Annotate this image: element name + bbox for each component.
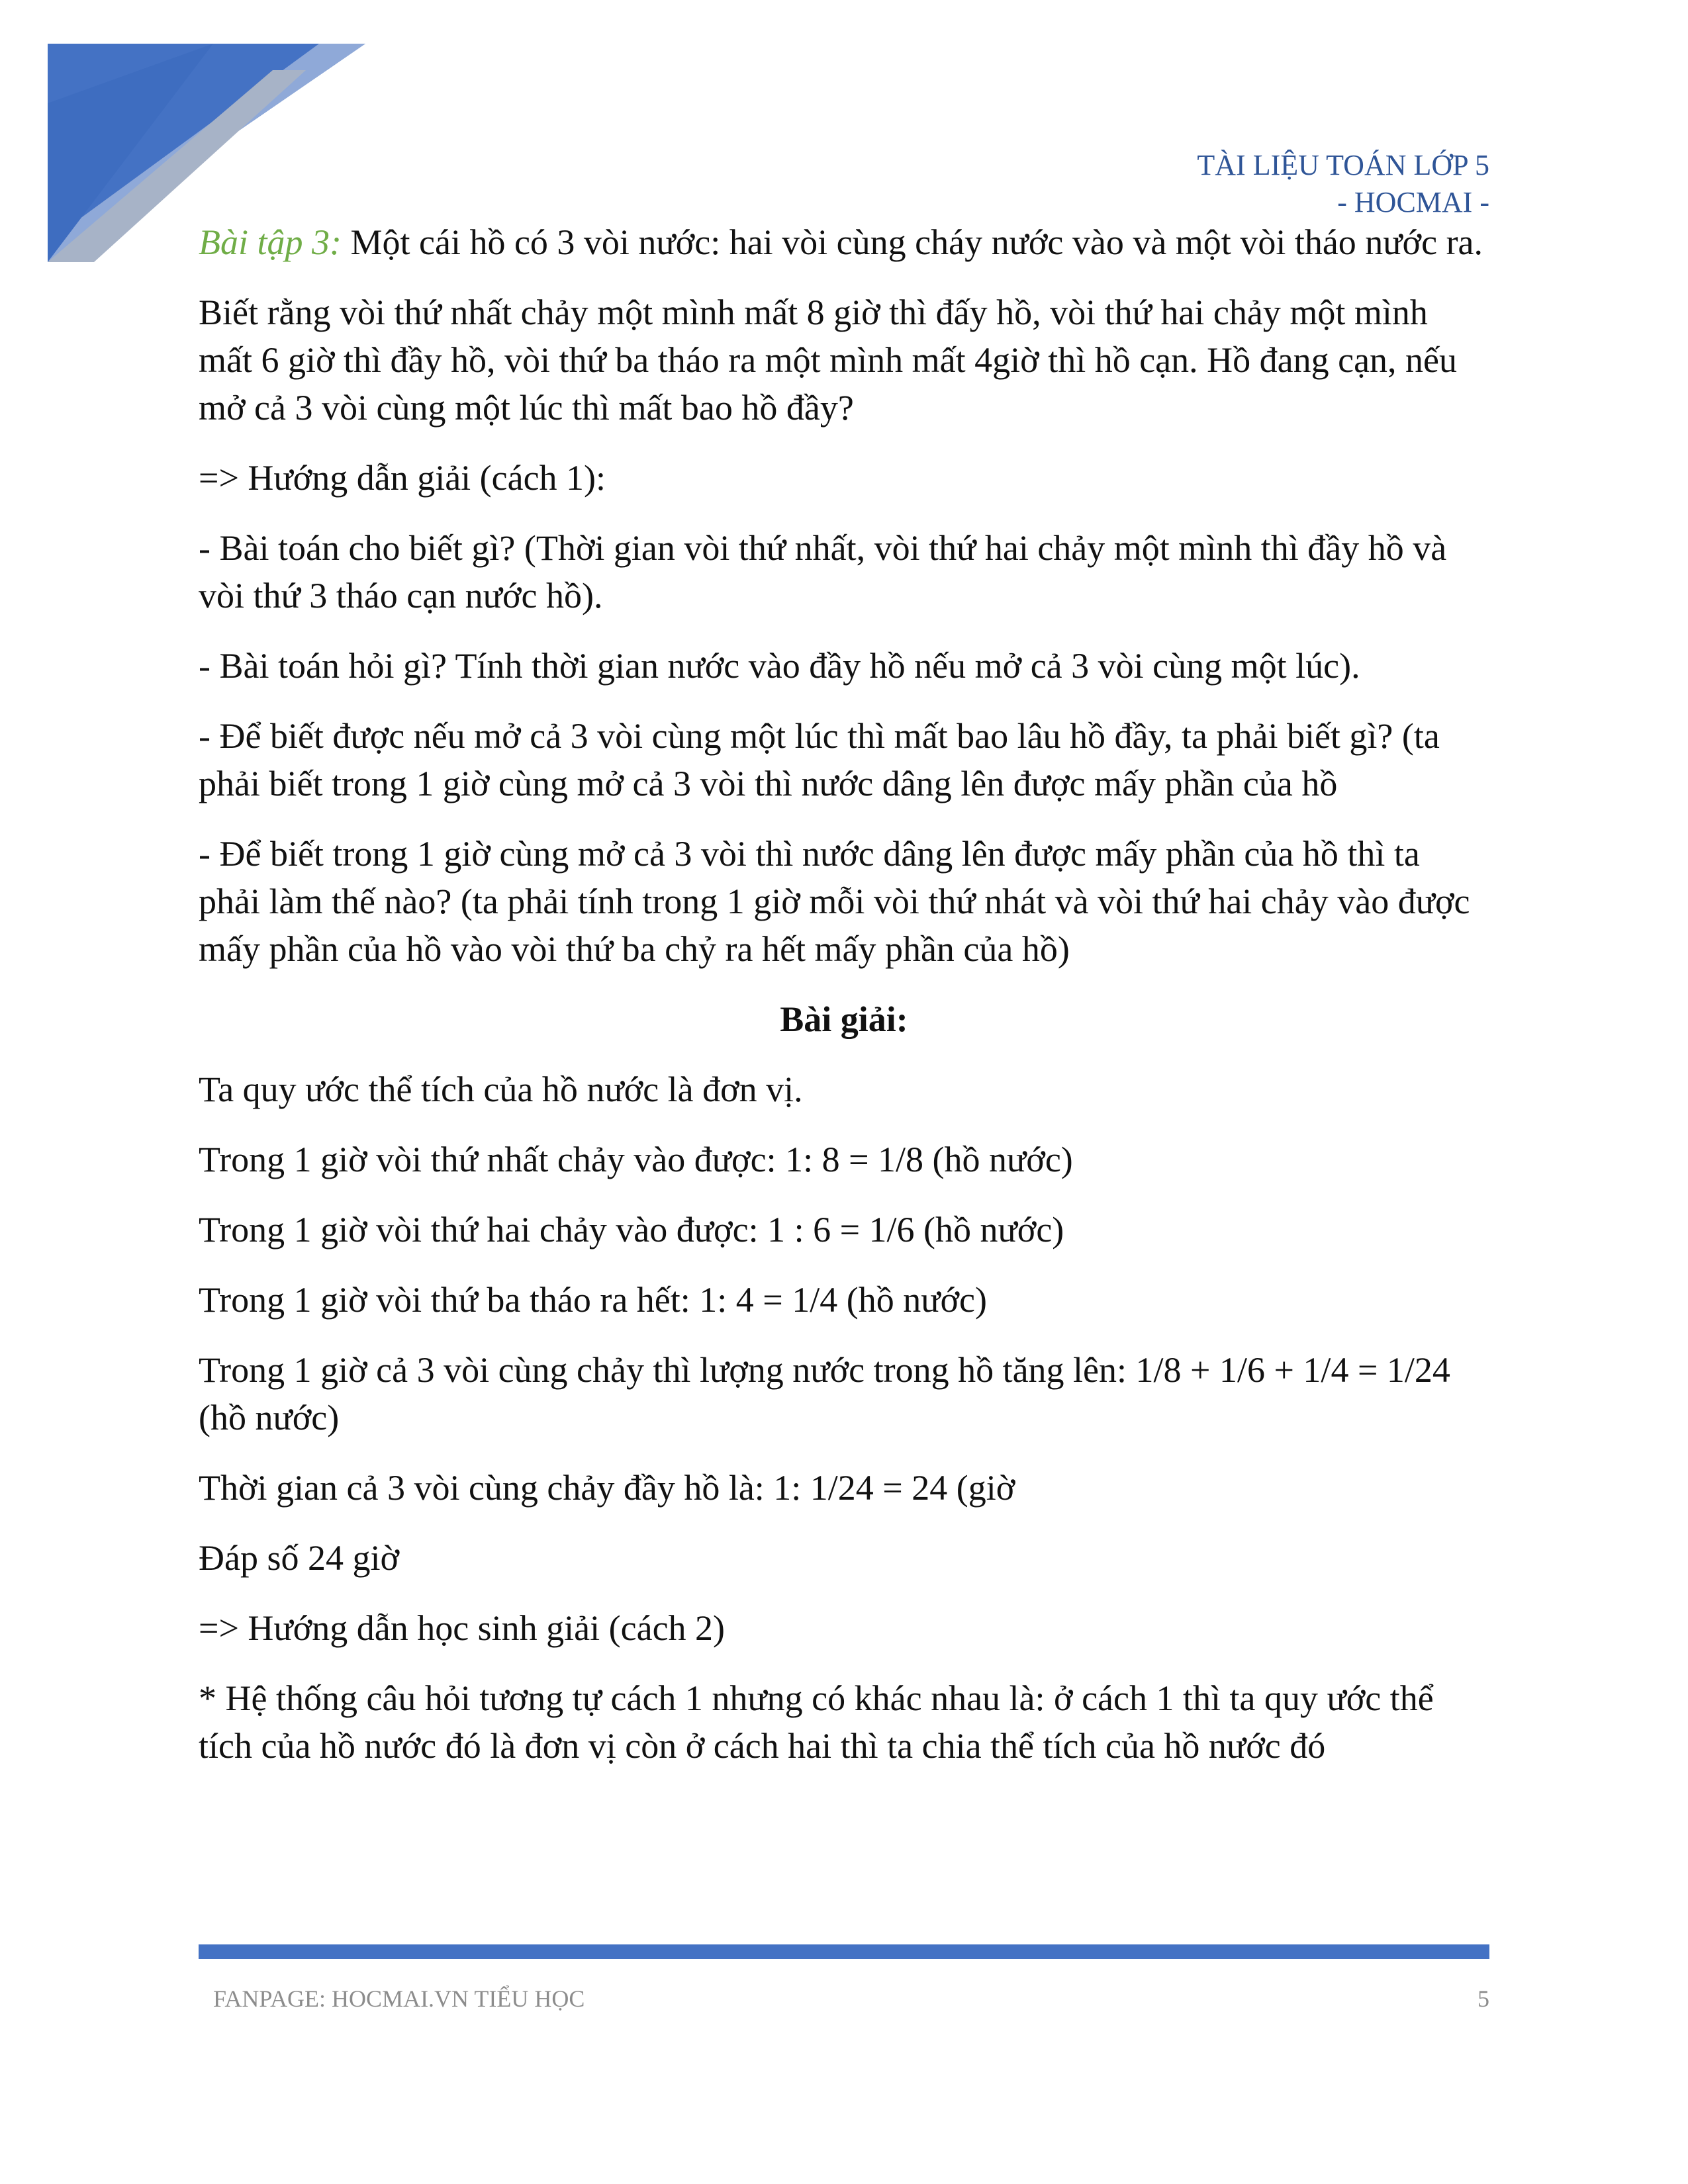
footer-divider [199,1944,1489,1959]
solution-step-3: Trong 1 giờ vòi thứ hai chảy vào được: 1 : 6 = 1/6 (hồ nước) [199,1210,1064,1250]
solution-step-6: Thời gian cả 3 vòi cùng chảy đầy hồ là: 1: 1/24 = 24 (giờ [199,1468,1015,1508]
guide-question-4: - Để biết trong 1 giờ cùng mở cả 3 vòi thì nước dâng lên được mấy phần của hồ thì ta phải làm thế nào? (ta phải tính trong 1 giờ mỗi vòi thứ nhát và vòi thứ hai chảy vào được mấy phần của hồ vào vòi thứ ba chỷ ra hết mấy phần của hồ) [199,834,1470,969]
exercise-label: Bài tập 3: [199,222,342,262]
guide-question-1: - Bài toán cho biết gì? (Thời gian vòi thứ nhất, vòi thứ hai chảy một mình thì đầy hồ và vòi thứ 3 tháo cạn nước hồ). [199,528,1447,615]
solution-step-2: Trong 1 giờ vòi thứ nhất chảy vào được: 1: 8 = 1/8 (hồ nước) [199,1140,1073,1179]
exercise-given: Biết rằng vòi thứ nhất chảy một mình mất 8 giờ thì đấy hồ, vòi thứ hai chảy một mình mất 6 giờ thì đầy hồ, vòi thứ ba tháo ra một mình mất 4giờ thì hồ cạn. Hồ đang cạn, nếu mở cả 3 vòi cùng một lúc thì mất bao hồ đầy? [199,293,1458,428]
header-title-line1: TÀI LIỆU TOÁN LỚP 5 [1197,149,1489,181]
exercise-statement [199,218,1489,266]
solution-answer: Đáp số 24 giờ [199,1538,400,1578]
exercise-statement-text: Một cái hồ có 3 vòi nước: hai vòi cùng cháy nước vào và một vòi tháo nước ra. [341,222,1483,262]
header-title [894,147,1489,221]
solution-step-1: Ta quy ước thể tích của hồ nước là đơn vị. [199,1069,803,1109]
solution-step-5: Trong 1 giờ cả 3 vòi cùng chảy thì lượng nước trong hồ tăng lên: 1/8 + 1/6 + 1/4 = 1/24 (hồ nước) [199,1350,1450,1437]
solution-heading: Bài giải: [780,999,908,1039]
page-number: 5 [1477,1985,1489,2012]
guide-question-3: - Để biết được nếu mở cả 3 vòi cùng một lúc thì mất bao lâu hồ đầy, ta phải biết gì? (ta phải biết trong 1 giờ cùng mở cả 3 vòi thì nước dâng lên được mấy phần của hồ [199,716,1440,803]
header-title-line2: - HOCMAI - [1337,186,1489,218]
guide-question-2: - Bài toán hỏi gì? Tính thời gian nước vào đầy hồ nếu mở cả 3 vòi cùng một lúc). [199,646,1360,686]
document-body [199,218,1489,1792]
footer-fanpage: FANPAGE: HOCMAI.VN TIỂU HỌC [213,1985,585,2012]
method-2-note: * Hệ thống câu hỏi tương tự cách 1 nhưng có khác nhau là: ở cách 1 thì ta quy ước thể tích của hồ nước đó là đơn vị còn ở cách hai thì ta chia thể tích của hồ nước đó [199,1678,1434,1766]
guide-method-1: => Hướng dẫn giải (cách 1): [199,458,606,498]
solution-step-4: Trong 1 giờ vòi thứ ba tháo ra hết: 1: 4 = 1/4 (hồ nước) [199,1280,987,1320]
guide-method-2: => Hướng dẫn học sinh giải (cách 2) [199,1608,726,1648]
